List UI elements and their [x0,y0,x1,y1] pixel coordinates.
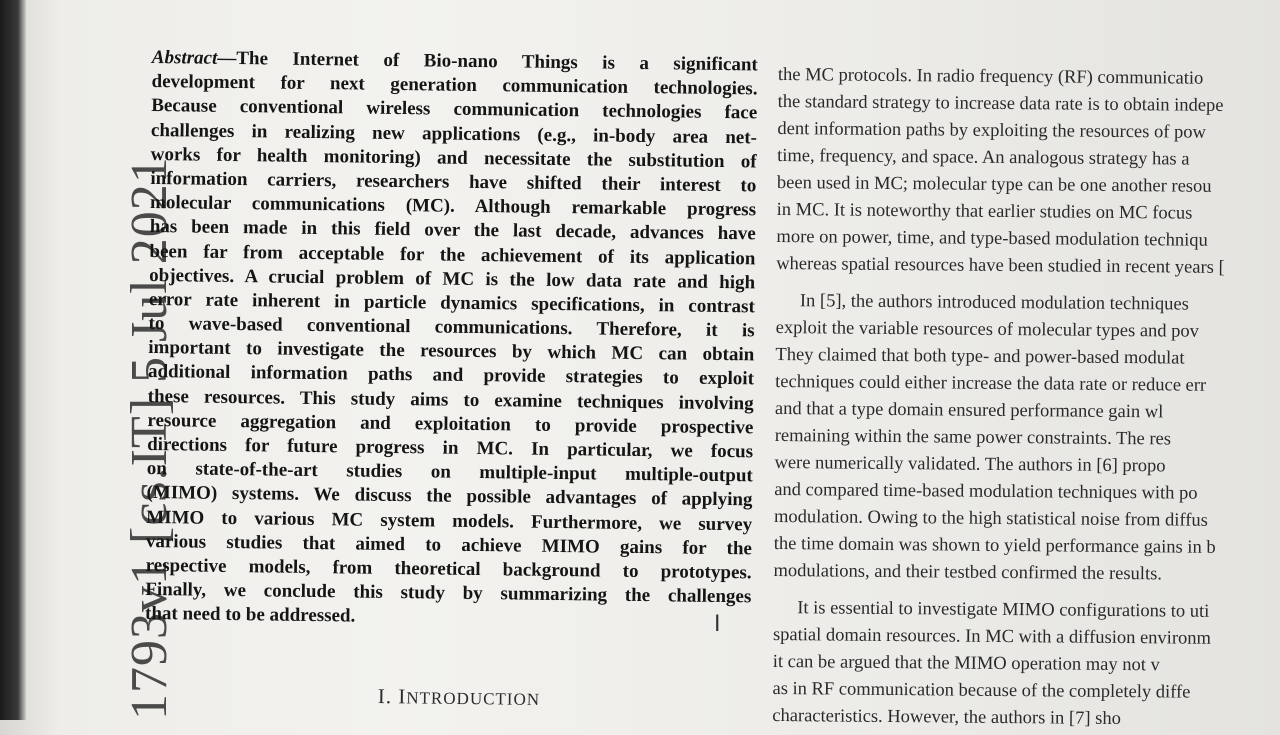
abstract-line: (MIMO) systems. We discuss the possible advantages of applying [146,482,753,511]
abstract-line: objectives. A crucial problem of MC is the low data rate and high [149,264,756,294]
body-text-line: modulation. Owing to the high statistical noise from diffus [773,506,1208,531]
body-text-line: were numerically validated. The authors in [6] propo [774,452,1166,477]
abstract-line: on state-of-the-art studies on multiple-input multiple-output [146,458,753,487]
abstract-line: Finally, we conclude this study by summarizing the challenges [145,579,752,608]
introduction-right-column [772,62,1280,735]
body-text-line: exploit the variable resources of molecular types and pov [775,317,1200,342]
body-text-line: the time domain was shown to yield performance gains in b [773,533,1216,558]
abstract-line: development for next generation communication technologies. [151,71,758,100]
body-text-line: in MC. It is noteworthy that earlier studies on MC focus [776,199,1193,224]
abstract-line: MIMO to various MC system models. Furthermore, we survey [146,506,753,535]
body-text-line: characteristics. However, the authors in [7] sho [772,705,1121,730]
body-text-line: remaining within the same power constraints. The res [774,425,1172,450]
abstract-line: various studies that aimed to achieve MIMO gains for the [145,530,753,560]
abstract-line: additional information paths and provide strategies to exploit [147,361,755,390]
screen-bezel [0,0,26,720]
body-text-line: it can be argued that the MIMO operation may not v [772,651,1160,676]
abstract-column [145,46,758,634]
section-numeral: I. [377,684,399,709]
abstract-line: that need to be addressed. [144,603,356,627]
section-title-rest: NTRODUCTION [406,688,541,709]
body-text-line: dent information paths by exploiting the resources of pow [777,118,1206,143]
abstract-line: important to investigate the resources by which MC can obtain [148,337,755,366]
section-title-first: I [398,684,407,709]
section-heading-introduction [378,684,541,711]
body-text-line: modulations, and their testbed confirmed the results. [773,560,1163,585]
abstract-line: respective models, from theoretical background to prototypes. [145,554,752,584]
abstract-line: molecular communications (MC). Although remarkable progress [149,192,757,221]
abstract-line: information carriers, researchers have shifted their interest to [150,167,757,197]
abstract-label: Abstract [151,46,218,69]
abstract-line: been far from acceptable for the achievement of its application [149,240,756,269]
abstract-line: works for health monitoring) and necessitate the substitution of [150,143,757,173]
body-text-line: spatial domain resources. In MC with a diffusion environm [772,624,1212,649]
abstract-line: directions for future progress in MC. In particular, we focus [147,433,754,463]
abstract-line: has been made in this field over the last decade, advances have [149,216,756,245]
body-text-line: and compared time-based modulation techniques with po [774,479,1198,504]
abstract-line-text: —The Internet of Bio-nano Things is a significant [217,47,758,76]
body-text-line: the standard strategy to increase data rate is to obtain indepe [777,91,1224,116]
abstract-line: Because conventional wireless communication technologies face [151,95,758,124]
arxiv-identifier-stamp: 1793v1 [cs.IT] 5 Jul 2021 [121,156,178,720]
abstract-line: to wave-based conventional communications. Therefore, it is [148,313,755,342]
abstract-line: error rate inherent in particle dynamics specifications, in contrast [148,288,755,318]
body-text-line: as in RF communication because of the completely diffe [772,678,1191,703]
body-text-line: They claimed that both type- and power-based modulat [775,344,1185,369]
body-text-line: techniques could either increase the data rate or reduce err [775,371,1207,396]
abstract-line: resource aggregation and exploitation to provide prospective [147,409,754,439]
text-cursor-icon: I [714,612,721,637]
body-text-line: the MC protocols. In radio frequency (RF) communicatio [777,64,1204,89]
body-text-line: whereas spatial resources have been studied in recent years [ [776,253,1225,278]
body-text-line: It is essential to investigate MIMO configurations to uti [797,598,1210,622]
body-text-line: been used in MC; molecular type can be one another resou [776,172,1212,197]
body-text-line: and that a type domain ensured performance gain wl [774,398,1164,423]
body-text-line: time, frequency, and space. An analogous strategy has a [777,145,1190,170]
body-text-line: In [5], the authors introduced modulation techniques [799,291,1189,315]
body-text-line: more on power, time, and type-based modulation techniqu [776,226,1208,251]
abstract-line: challenges in realizing new applications (e.g., in-body area net- [150,119,758,148]
abstract-line: these resources. This study aims to examine techniques involving [147,385,754,415]
